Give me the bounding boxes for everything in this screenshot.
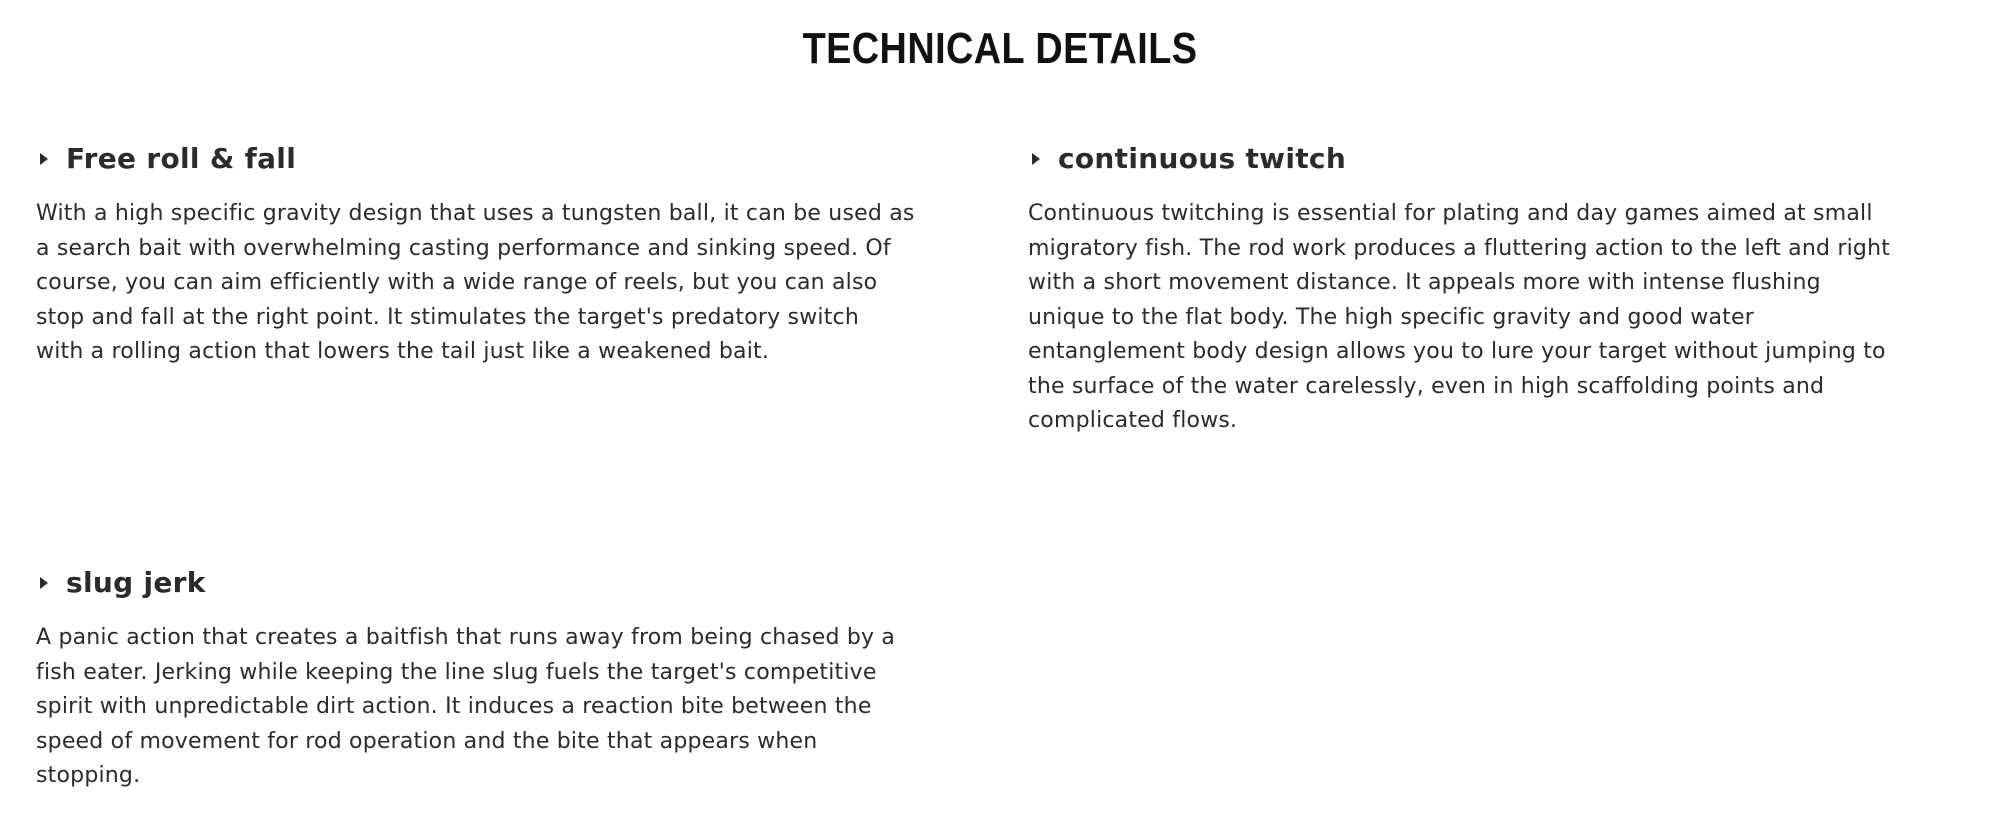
body-line: complicated flows. [1028, 408, 1238, 433]
section-heading-label: Free roll & fall [66, 142, 297, 175]
section-slug-jerk [36, 566, 996, 794]
section-free-roll-and-fall [36, 142, 996, 370]
caret-right-icon [1032, 153, 1040, 165]
section-heading [1028, 142, 1978, 175]
body-line: with a short movement distance. It appeals more with intense flushing [1028, 270, 1821, 295]
page-title: TECHNICAL DETAILS [802, 24, 1198, 73]
section-heading-label: slug jerk [66, 566, 206, 599]
section-body [36, 621, 996, 794]
body-line: unique to the flat body. The high specific gravity and good water [1028, 304, 1754, 330]
body-line: fish eater. Jerking while keeping the line slug fuels the target's competitive [36, 659, 877, 685]
body-line: A panic action that creates a baitfish that runs away from being chased by a [36, 625, 896, 650]
section-body [36, 197, 996, 370]
body-line: course, you can aim efficiently with a wide range of reels, but you can also [36, 270, 878, 295]
body-line: with a rolling action that lowers the tail just like a weakened bait. [36, 339, 770, 364]
section-heading-label: continuous twitch [1058, 142, 1347, 175]
body-line: a search bait with overwhelming casting performance and sinking speed. Of [36, 235, 891, 261]
section-body [1028, 197, 1978, 439]
section-heading [36, 566, 996, 599]
caret-right-icon [40, 577, 48, 589]
body-line: migratory fish. The rod work produces a fluttering action to the left and right [1028, 235, 1891, 261]
body-line: speed of movement for rod operation and the bite that appears when [36, 728, 818, 754]
body-line: With a high specific gravity design that uses a tungsten ball, it can be used as [36, 201, 915, 226]
body-line: the surface of the water carelessly, even in high scaffolding points and [1028, 373, 1825, 399]
section-heading [36, 142, 996, 175]
body-line: entanglement body design allows you to lure your target without jumping to [1028, 339, 1886, 364]
body-line: spirit with unpredictable dirt action. It induces a reaction bite between the [36, 694, 872, 719]
body-line: Continuous twitching is essential for plating and day games aimed at small [1028, 201, 1873, 226]
section-continuous-twitch [1028, 142, 1978, 439]
caret-right-icon [40, 153, 48, 165]
body-line: stopping. [36, 763, 141, 788]
body-line: stop and fall at the right point. It stimulates the target's predatory switch [36, 304, 859, 330]
